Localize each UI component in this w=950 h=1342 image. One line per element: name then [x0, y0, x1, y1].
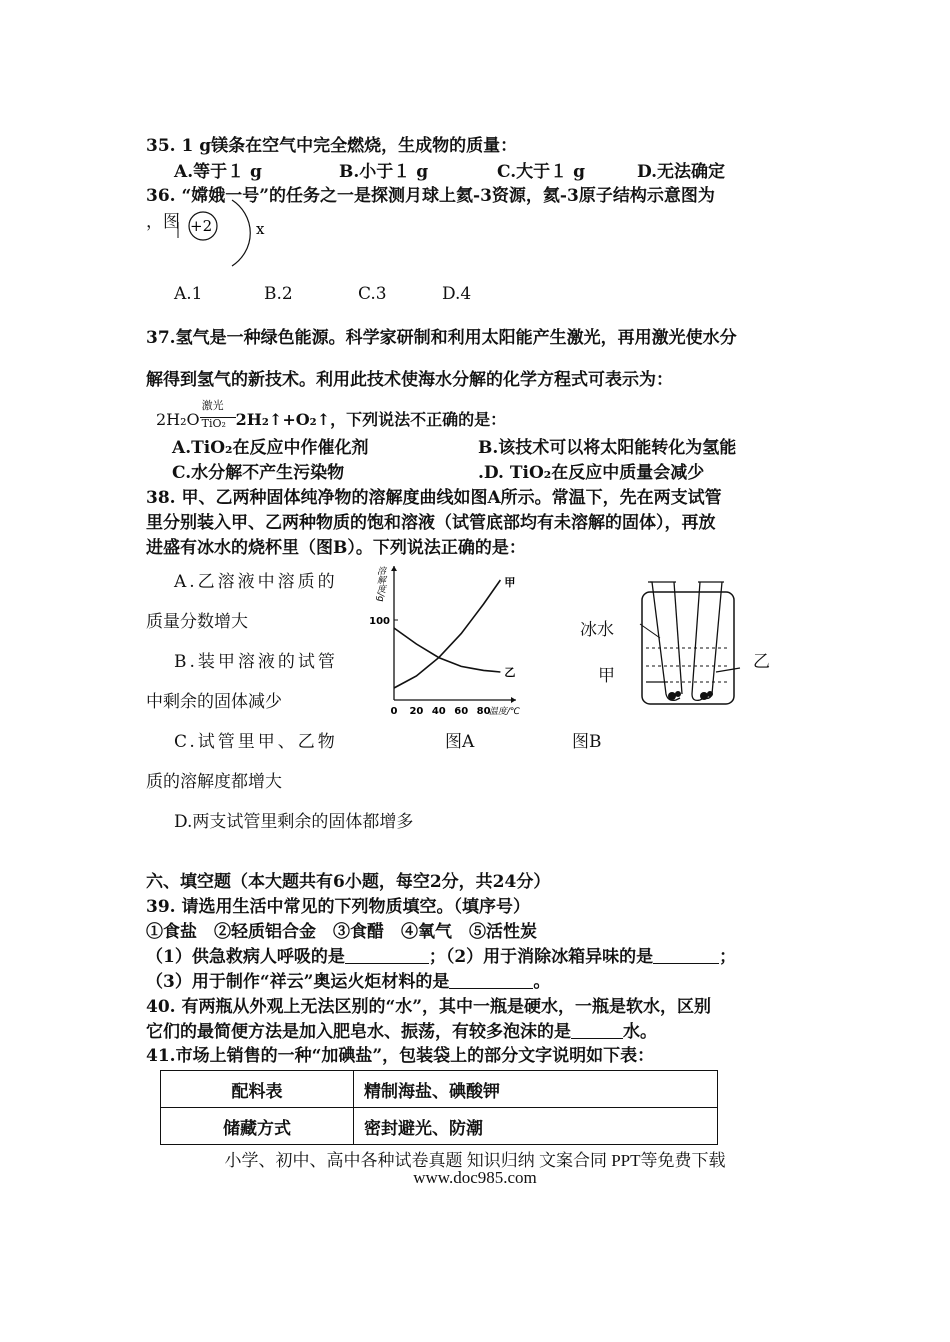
series-label-jia: 甲: [504, 576, 516, 589]
fig-a-caption: 图A: [445, 732, 475, 752]
q38-option-b-line2: 中剩余的固体减少: [146, 692, 282, 712]
q38-line3: 进盛有冰水的烧杯里（图B）。下列说法正确的是：: [146, 538, 526, 558]
eq-left: 2H₂O: [156, 410, 200, 429]
q37-options-row2: [172, 463, 704, 483]
beaker-diagram: [632, 576, 742, 708]
q39-sub2: ；（2）用于消除冰箱异味的是: [428, 947, 654, 967]
q36-prefix: ，图: [146, 212, 180, 232]
x-tick-label: 40: [431, 706, 446, 717]
chart-axes: [391, 566, 516, 703]
q40-blank[interactable]: [571, 1022, 623, 1039]
footer-line1: 小学、初中、高中各种试卷真题 知识归纳 文案合同 PPT等免费下载: [224, 1151, 726, 1170]
x-tick-label: 0: [390, 706, 398, 717]
y-axis-arrow: [391, 566, 397, 571]
q39-sub3: （3）用于制作“祥云”奥运火炬材料的是: [146, 972, 450, 992]
q38-line2: 里分别装入甲、乙两种物质的饱和溶液（试管底部均有未溶解的固体），再放: [146, 513, 716, 533]
q41-stem: 41.市场上销售的一种“加碘盐”，包装袋上的部分文字说明如下表：: [146, 1046, 655, 1066]
q35-option-a: A.等于１ g: [174, 162, 262, 182]
fig-b-label-ice-water: 冰水: [580, 620, 614, 640]
q39-sub-row2: [146, 972, 550, 992]
chart-series: [394, 580, 500, 688]
eq-condition: [200, 398, 236, 430]
q35-option-b: B.小于１ g: [339, 162, 429, 182]
q37-options-row1: [172, 438, 736, 458]
q36-option-c: C.3: [358, 284, 387, 304]
x-axis-label: 温度/℃: [488, 707, 520, 717]
x-tick-label: 20: [409, 706, 424, 717]
fig-b-caption: 图B: [572, 732, 602, 752]
q39-sub1: （1）供急救病人呼吸的是: [146, 947, 345, 967]
y-tick-label: 100: [369, 616, 390, 627]
q35-options: [174, 162, 725, 182]
q36-option-a: A.1: [174, 284, 203, 304]
solubility-chart: [362, 560, 532, 730]
q36-option-d: D.4: [442, 284, 472, 304]
atom-structure-diagram: [170, 196, 280, 276]
chart-labels: [375, 566, 521, 717]
table-cell-label: 储藏方式: [161, 1108, 354, 1145]
eq-top: 激光: [201, 398, 224, 412]
table-row: [161, 1108, 718, 1145]
x-tick-label: 60: [454, 706, 469, 717]
q38-option-c-line2: 质的溶解度都增大: [146, 772, 282, 792]
x-tick-label: 80: [476, 706, 491, 717]
q36-stem: 36. “嫦娥一号”的任务之一是探测月球上氦-3资源，氦-3原子结构示意图为: [146, 186, 715, 206]
q40-line2-end: 水。: [623, 1022, 657, 1042]
q37-line2: 解得到氢气的新技术。利用此技术使海水分解的化学方程式可表示为：: [146, 370, 673, 390]
q39-blank1[interactable]: [345, 947, 429, 964]
q36-option-b: B.2: [264, 284, 293, 304]
q37-option-a: A.TiO₂在反应中作催化剂: [172, 438, 369, 458]
chart-ticks: [369, 616, 490, 717]
nucleus-label: +2: [190, 217, 213, 235]
q39-blank3[interactable]: [449, 972, 533, 989]
q38-option-a-line1: A.乙溶液中溶质的: [174, 572, 338, 592]
q38-line1: 38. 甲、乙两种固体纯净物的溶解度曲线如图A所示。常温下，先在两支试管: [146, 488, 722, 508]
series-line-yi: [394, 628, 500, 672]
footer-line2: www.doc985.com: [413, 1168, 537, 1187]
q37-option-c: C.水分解不产生污染物: [172, 463, 345, 483]
q38-option-c-line1: C.试管里甲、乙物: [174, 732, 338, 752]
q37-equation: [156, 398, 507, 430]
table-row: [161, 1071, 718, 1108]
q39-sub2-end: ；: [719, 947, 737, 967]
x-axis-arrow: [511, 697, 516, 703]
q35-option-d: D.无法确定: [637, 162, 726, 182]
q39-sub3-end: 。: [533, 972, 551, 992]
eq-right: 2H₂↑+O₂↑，下列说法不正确的是：: [235, 410, 507, 429]
series-line-jia: [394, 580, 500, 688]
q37-option-d: .D. TiO₂在反应中质量会减少: [478, 463, 705, 483]
x-label: x: [256, 220, 265, 238]
table-cell-value: 精制海盐、碘酸钾: [354, 1071, 718, 1108]
q41-table: [160, 1070, 718, 1145]
table-cell-label: 配料表: [161, 1071, 354, 1108]
y-axis-label: 溶解度/g: [375, 566, 385, 602]
fig-b-label-jia: 甲: [598, 666, 615, 686]
q37-line1: 37.氢气是一种绿色能源。科学家研制和利用太阳能产生激光，再用激光使水分: [146, 328, 737, 348]
q36-options: [174, 284, 471, 304]
q39-items: ①食盐 ②轻质铝合金 ③食醋 ④氧气 ⑤活性炭: [146, 922, 537, 942]
q39-blank2[interactable]: [653, 947, 719, 964]
q38-option-a-line2: 质量分数增大: [146, 612, 248, 632]
section6-title: 六、填空题（本大题共有6小题，每空2分，共24分）: [146, 872, 551, 892]
q40-line2: 它们的最简便方法是加入肥皂水、振荡，有较多泡沫的是: [146, 1022, 571, 1042]
q38-option-b-line1: B.装甲溶液的试管: [174, 652, 338, 672]
table-cell-value: 密封避光、防潮: [354, 1108, 718, 1145]
q37-option-b: B.该技术可以将太阳能转化为氢能: [478, 438, 737, 458]
series-label-yi: 乙: [504, 666, 516, 679]
q35-stem: 35. 1 g镁条在空气中完全燃烧，生成物的质量：: [146, 136, 518, 156]
q40-line2-row: [146, 1022, 657, 1042]
q35-option-c: C.大于１ g: [497, 162, 585, 182]
eq-bottom: TiO₂: [201, 416, 226, 430]
q39-stem: 39. 请选用生活中常见的下列物质填空。（填序号）: [146, 897, 530, 917]
q39-sub-row1: [146, 947, 736, 967]
fig-b-label-yi: 乙: [753, 652, 770, 672]
q40-line1: 40. 有两瓶从外观上无法区别的“水”，其中一瓶是硬水，一瓶是软水，区别: [146, 997, 712, 1017]
q38-option-d: D.两支试管里剩余的固体都增多: [174, 812, 414, 832]
